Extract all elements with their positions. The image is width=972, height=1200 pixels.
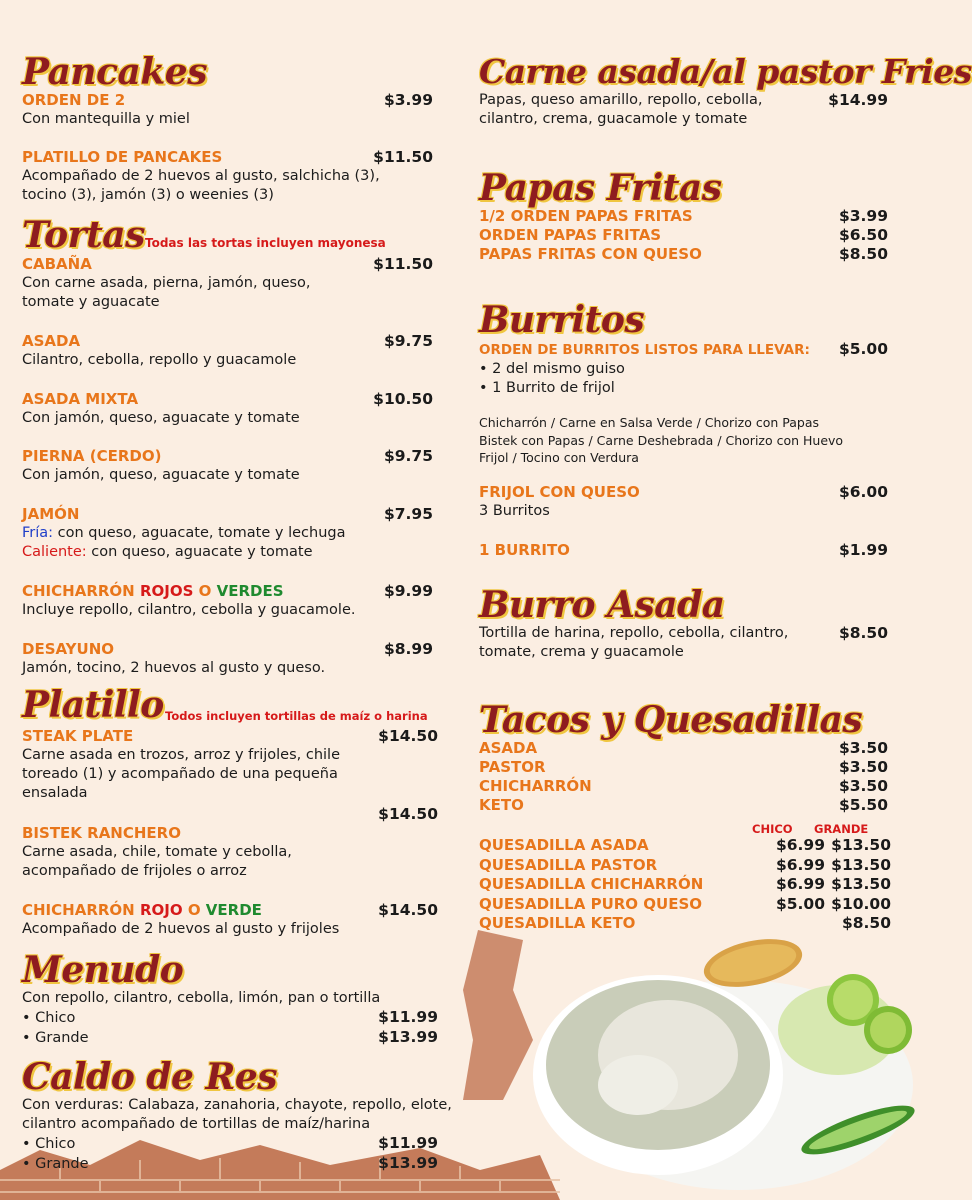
item-name: 1/2 ORDEN PAPAS FRITAS [479,207,693,225]
quesadilla-row [479,914,891,934]
item-description: Carne asada en trozos, arroz y frijoles, chile toreado (1) y acompañado de una pequeña ensalada [22,747,341,801]
item-price: $3.50 [838,777,888,795]
item-price: $6.50 [838,226,888,244]
verdes-label: VERDES [216,582,284,600]
item-price: $9.75 [383,447,433,465]
menu-item-chicharron-torta [22,582,438,620]
item-name: ASADA MIXTA [22,390,139,408]
item-name: ASADA [22,332,81,350]
quesadilla-row [479,895,891,915]
rojos-label: ROJOS [139,582,194,600]
menu-item [22,255,438,312]
item-price: $3.99 [383,91,433,109]
guiso-line: Chicharrón / Carne en Salsa Verde / Chorizo con Papas [479,415,820,430]
item-description: 3 Burritos [479,503,550,519]
item-price: $5.00 [838,340,888,358]
caldo-section [22,1096,452,1174]
item-description: Papas, queso amarillo, repollo, cebolla, cilantro, crema, guacamole y tomate [479,92,763,127]
chico-price: $6.99 [775,855,825,874]
tortas-heading: Tortas [22,214,145,256]
chico-price: $5.00 [775,894,825,913]
size-label: • Grande [22,1030,89,1046]
item-price: $8.99 [383,640,433,658]
item-price: $9.99 [383,582,433,600]
item-price: $14.50 [378,727,438,745]
item-price: $1.99 [838,541,888,559]
chico-price: $6.99 [775,875,825,893]
item-description: Acompañado de 2 huevos al gusto y frijoles [22,921,340,937]
verde-label: VERDE [205,901,262,919]
item-price: $11.50 [373,255,433,273]
pancakes-heading: Pancakes [22,51,207,93]
item-name: STEAK PLATE [22,727,134,745]
item-name: PASTOR [479,758,546,776]
item-description: Jamón, tocino, 2 huevos al gusto y queso. [22,660,326,676]
item-description: Acompañado de 2 huevos al gusto, salchicha (3), tocino (3), jamón (3) o weenies (3) [22,168,380,203]
guiso-line: Frijol / Tocino con Verdura [479,450,639,465]
chico-price: $6.99 [775,836,825,854]
grande-price: $13.50 [831,855,891,874]
item-name: QUESADILLA PURO QUESO [479,894,703,913]
item-price: $14.50 [378,901,438,919]
item-name: FRIJOL CON QUESO [479,483,640,501]
size-price: $11.99 [378,1008,438,1026]
caldo-heading: Caldo de Res [22,1056,278,1098]
platillo-note: Todos incluyen tortillas de maíz o harina [165,709,428,723]
platillo-heading: Platillo [22,684,164,726]
bullet-item: • 2 del mismo guiso [479,361,625,377]
size-price: $13.99 [378,1028,438,1046]
grande-price: $10.00 [831,894,891,913]
item-description: Carne asada, chile, tomate y cebolla, acompañado de frijoles o arroz [22,844,292,879]
menudo-bowl-photo [528,935,913,1200]
item-name: ORDEN DE 2 [22,91,126,109]
fries-heading: Carne asada/al pastor Fries [479,52,972,91]
menu-item [479,483,891,521]
item-name: 1 BURRITO [479,541,570,559]
grande-price: $13.50 [831,875,891,893]
item-name: JAMÓN [22,505,80,523]
burro-heading: Burro Asada [479,584,725,626]
item-name: CHICHARRÓN [22,901,140,919]
item-name: QUESADILLA CHICHARRÓN [479,875,704,893]
burritos-guisos [479,414,891,467]
chico-column-header: CHICO [752,822,793,836]
size-label: • Grande [22,1156,89,1172]
item-price: $7.95 [383,505,433,523]
item-name: BISTEK RANCHERO [22,824,181,842]
item-price: $14.99 [828,91,888,109]
item-price: $14.50 [378,805,438,823]
menu-item [479,541,891,560]
item-name: QUESADILLA KETO [479,914,636,932]
or-label: O [182,901,206,919]
item-price: $5.50 [838,796,888,814]
item-price: $3.50 [838,758,888,776]
quesadilla-row [479,836,891,856]
menu-item-jamon [22,505,438,562]
item-description: Cilantro, cebolla, repollo y guacamole [22,352,297,368]
menu-item [22,332,438,370]
item-description: Con repollo, cilantro, cebolla, limón, pan o tortilla [22,990,381,1006]
quesadilla-row [479,875,891,895]
item-name: PIERNA (CERDO) [22,447,162,465]
size-label: • Chico [22,1136,76,1152]
menu-item [22,91,438,129]
grande-price: $8.50 [841,914,891,932]
item-name: DESAYUNO [22,640,115,658]
item-name: PAPAS FRITAS CON QUESO [479,245,702,263]
menu-item-steak-plate [22,727,438,824]
item-name: QUESADILLA ASADA [479,836,649,854]
item-description: Tortilla de harina, repollo, cebolla, cilantro, tomate, crema y guacamole [479,625,789,660]
menu-item [22,447,438,485]
item-name: QUESADILLA PASTOR [479,855,658,874]
item-description: Con jamón, queso, aguacate y tomate [22,467,300,483]
grande-column-header: GRANDE [814,822,869,836]
item-price: $11.50 [373,148,433,166]
item-price: $9.75 [383,332,433,350]
item-description: Con jamón, queso, aguacate y tomate [22,410,300,426]
burritos-heading: Burritos [479,299,645,341]
menu-item [22,824,438,881]
item-price: $6.00 [838,483,888,501]
item-name: PLATILLO DE PANCAKES [22,148,223,166]
or-label: O [193,582,217,600]
menu-item-chicharron-platillo [22,901,438,939]
grande-price: $13.50 [831,836,891,854]
burritos-orden [479,340,891,398]
burro-item [479,624,891,662]
item-name: ORDEN DE BURRITOS LISTOS PARA LLEVAR: [479,342,810,358]
menu-item [22,640,438,678]
papas-heading: Papas Fritas [479,167,722,209]
item-description: Con verduras: Calabaza, zanahoria, chayote, repollo, elote, cilantro acompañado de tortillas de maíz/harina [22,1097,452,1132]
fria-label: Fría: [22,525,54,541]
caliente-label: Caliente: [22,544,87,560]
menu-item [22,148,438,205]
bullet-item: • 1 Burrito de frijol [479,380,615,396]
item-name: CHICHARRÓN [22,582,140,600]
item-price: $10.50 [373,390,433,408]
item-price: $8.50 [838,624,888,642]
item-price: $3.50 [838,739,888,757]
item-description: Con mantequilla y miel [22,111,190,127]
item-price: $8.50 [838,245,888,263]
item-name: ORDEN PAPAS FRITAS [479,226,662,244]
item-name: KETO [479,796,524,814]
size-price: $11.99 [378,1134,438,1152]
menu-item [22,390,438,428]
tacos-heading: Tacos y Quesadillas [479,699,863,741]
caliente-description: con queso, aguacate y tomate [86,544,313,560]
item-name: ASADA [479,739,538,757]
guiso-line: Bistek con Papas / Carne Deshebrada / Chorizo con Huevo [479,432,844,448]
item-price: $3.99 [838,207,888,225]
fria-description: con queso, aguacate, tomate y lechuga [53,525,346,541]
tacos-list [479,739,891,815]
quesadilla-row [479,856,891,876]
item-name: CABAÑA [22,255,92,273]
papas-list [479,207,891,264]
menudo-heading: Menudo [22,949,184,991]
fries-item [479,91,891,129]
tortas-note: Todas las tortas incluyen mayonesa [145,236,386,250]
item-description: Con carne asada, pierna, jamón, queso, tomate y aguacate [22,275,311,310]
item-description: Incluye repollo, cilantro, cebolla y guacamole. [22,602,356,618]
size-price: $13.99 [378,1154,438,1172]
rojo-label: ROJO [139,901,183,919]
item-name: CHICHARRÓN [479,777,592,795]
size-label: • Chico [22,1010,76,1026]
menudo-section [22,989,438,1048]
